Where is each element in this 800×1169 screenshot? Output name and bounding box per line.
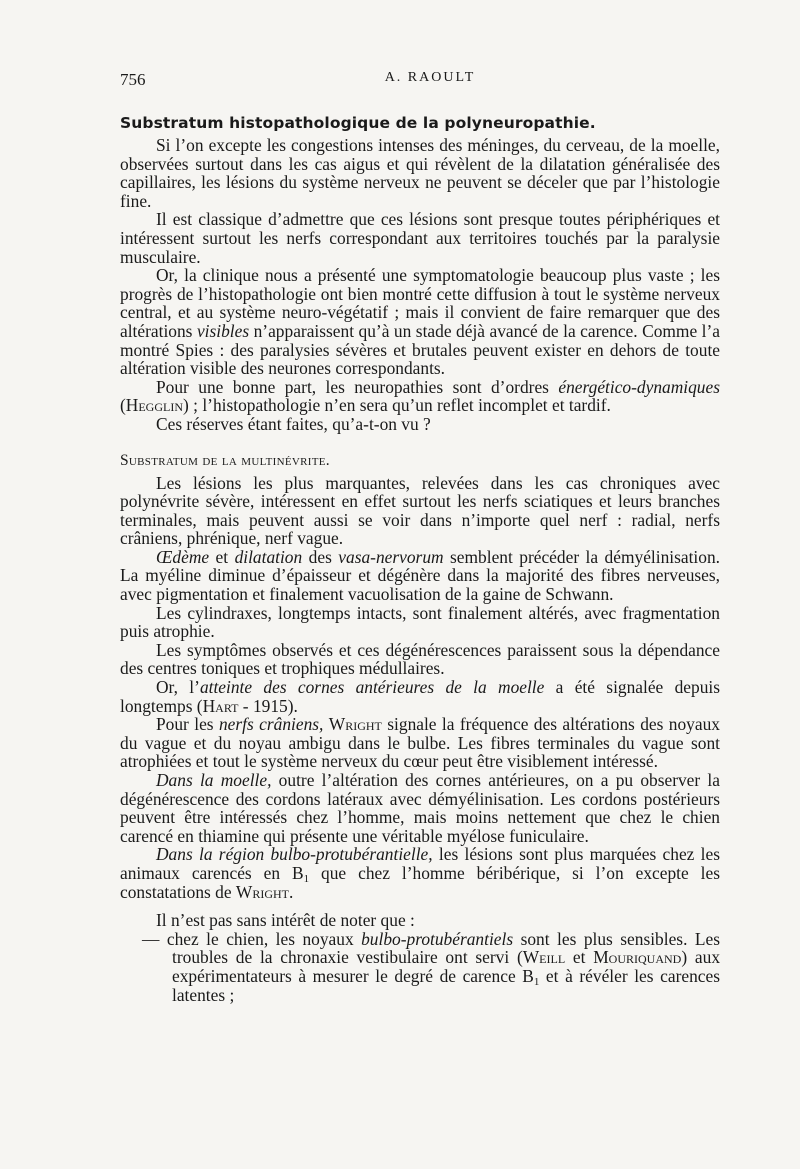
paragraph: Dans la région bulbo-protubérantielle, les lésions sont plus marquées chez les animaux carencés en $B_1$ que chez l’homme béribérique, si l’on excepte les constatations de Wright. <box>120 844 720 902</box>
list-item: — chez le chien, les noyaux bulbo-protubérantiels sont les plus sensibles. Les troubles de la chronaxie vestibulaire ont servi (Weill et Mouriquand) aux expérimentateurs à mesurer le degré de carence $B_1$ et à révéler les carences latentes ; <box>142 928 721 1005</box>
paragraph: Ces réserves étant faites, qu’a-t-on vu ? <box>156 413 431 434</box>
paragraph: Il est classique d’admettre que ces lésions sont presque toutes périphériques et intéressent surtout les nerfs correspondant aux territoires touchés par la paralysie musculaire. <box>120 209 720 267</box>
running-title: A. RAOULT <box>384 70 476 85</box>
paragraph: Si l’on excepte les congestions intenses des méninges, du cerveau, de la moelle, observées surtout dans les cas aigus et qui révèlent de la dilatation généralisée des capillaires, les lésions du système nerveux ne peuvent se déceler que par l’histologie fine. <box>120 135 720 211</box>
paragraph: Œdème et dilatation des vasa-nervorum semblent précéder la démyélinisation. La myéline diminue d’épaisseur et dégénère dans la majorité des fibres nerveuses, avec pigmentation et finalement vacuolisation de la gaine de Schwann. <box>120 546 720 605</box>
paragraph: Or, la clinique nous a présenté une symptomatologie beaucoup plus vaste ; les progrès de l’histopathologie ont bien montré cette diffusion à tout le système nerveux central, et au système neuro-végétatif ; mais il convient de faire remarquer que des altérations visibles n’apparaissent qu’à un stade déjà avancé de la carence. Comme l’a montré Spies : des paralysies sévères et brutales peuvent exister en dehors de toute altération visible des neurones correspondants. <box>120 265 721 379</box>
section-heading: Substratum histopathologique de la polyneuropathie. <box>120 114 596 132</box>
paragraph: Les cylindraxes, longtemps intacts, sont finalement altérés, avec fragmentation puis atrophie. <box>120 602 720 642</box>
running-head <box>120 70 720 96</box>
paragraph: Pour une bonne part, les neuropathies sont d’ordres énergético-dynamiques (Hegglin) ; l’histopathologie n’en sera qu’un reflet incomplet et tardif. <box>120 376 720 416</box>
paragraph: Les lésions les plus marquantes, relevées dans les cas chroniques avec polynévrite sévère, intéressent en effet surtout les nerfs sciatiques et leurs branches terminales, mais peuvent aussi se voir dans n’importe quel nerf : radial, nerfs crâniens, phrénique, nerf vague. <box>120 472 720 549</box>
paragraph: Or, l’atteinte des cornes antérieures de la moelle a été signalée depuis longtemps (Hart - 1915). <box>120 677 720 716</box>
page-number: 756 <box>120 70 146 89</box>
sub-heading: Substratum de la multinévrite. <box>120 451 330 469</box>
paragraph: Il n’est pas sans intérêt de noter que : <box>156 910 415 931</box>
paragraph: Dans la moelle, outre l’altération des cornes antérieures, on a pu observer la dégénérescence des cordons latéraux avec démyélinisation. Les cordons postérieurs peuvent être intéressés chez l’homme, mais moins nettement que chez le chien carencé en thiamine qui présente une véritable myélose funiculaire. <box>120 770 720 846</box>
paragraph: Les symptômes observés et ces dégénérescences paraissent sous la dépendance des centres toniques et trophiques médullaires. <box>120 639 720 679</box>
paragraph: Pour les nerfs crâniens, Wright signale la fréquence des altérations des noyaux du vague et du noyau ambigu dans le bulbe. Les fibres terminales du vague sont atrophiées et tout le système nerveux du cœur peut être visiblement intéressé. <box>120 714 720 772</box>
